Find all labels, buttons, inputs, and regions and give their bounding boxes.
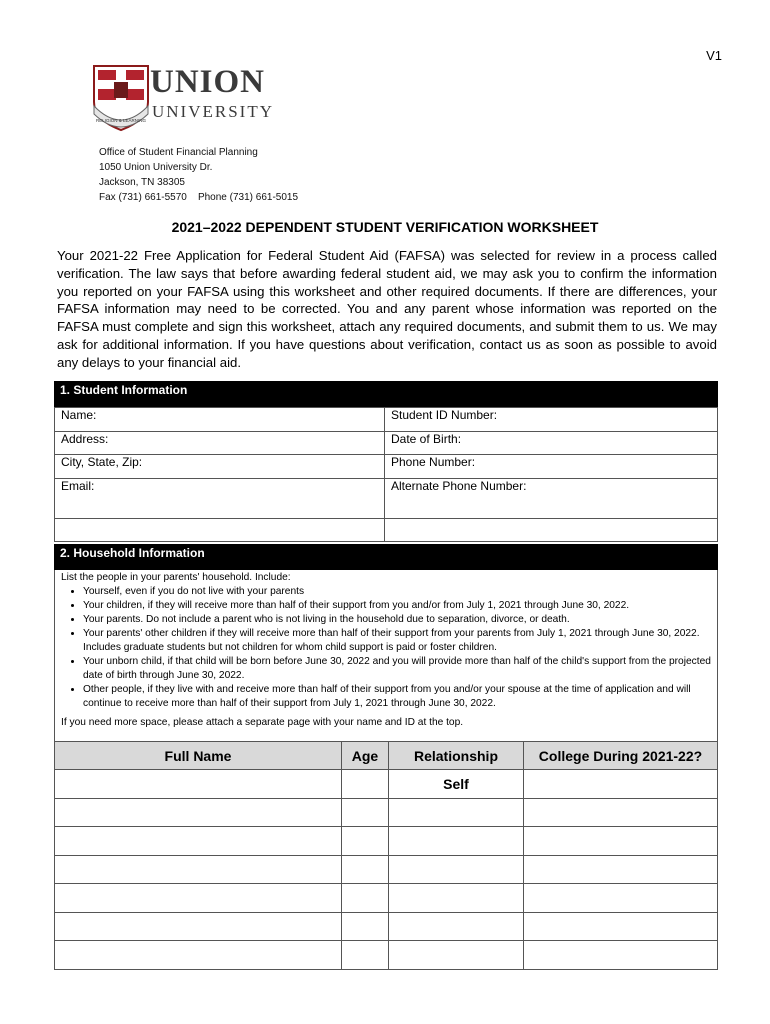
relationship-cell[interactable] <box>389 855 524 884</box>
city-state-zip-field[interactable]: City, State, Zip: <box>55 455 385 479</box>
version-label: V1 <box>706 48 722 63</box>
full-name-cell[interactable] <box>55 798 342 827</box>
relationship-cell[interactable] <box>389 827 524 856</box>
office-street: 1050 Union University Dr. <box>99 162 213 173</box>
union-university-logo <box>90 62 290 134</box>
office-name: Office of Student Financial Planning <box>99 147 258 158</box>
full-name-cell[interactable] <box>55 770 342 799</box>
age-cell[interactable] <box>342 912 389 941</box>
age-cell[interactable] <box>342 884 389 913</box>
column-college: College During 2021-22? <box>524 742 718 770</box>
office-address-block <box>99 145 298 205</box>
full-name-cell[interactable] <box>55 941 342 970</box>
column-age: Age <box>342 742 389 770</box>
college-cell[interactable] <box>524 770 718 799</box>
list-item: • Your parents' other children if they will receive more than half of their support from your parents from July 1, 2021 through June 30, 2022. Includes graduate students but not children for whom child support is paid or foster children. <box>83 627 711 655</box>
full-name-cell[interactable] <box>55 855 342 884</box>
column-relationship: Relationship <box>389 742 524 770</box>
list-item: • Your parents. Do not include a parent who is not living in the household due to separation, divorce, or death. <box>83 613 711 627</box>
age-cell[interactable] <box>342 941 389 970</box>
email-field[interactable]: Email: <box>55 478 385 518</box>
table-row <box>55 798 718 827</box>
page-title: 2021–2022 DEPENDENT STUDENT VERIFICATION WORKSHEET <box>171 219 599 235</box>
college-cell[interactable] <box>524 827 718 856</box>
college-cell[interactable] <box>524 912 718 941</box>
age-cell[interactable] <box>342 770 389 799</box>
list-item: • Other people, if they live with and receive more than half of their support from you and/or your spouse at the time of application and will continue to receive more than half of their support from July 1, 2021 through June 30, 2022. <box>83 683 711 711</box>
household-table <box>54 741 718 970</box>
student-info-table <box>54 407 718 542</box>
household-footnote: If you need more space, please attach a separate page with your name and ID at the top. <box>61 717 464 728</box>
relationship-cell[interactable] <box>389 884 524 913</box>
table-row <box>55 770 718 799</box>
household-lead: List the people in your parents' household. Include: <box>61 572 291 583</box>
relationship-cell[interactable] <box>389 912 524 941</box>
dob-field[interactable]: Date of Birth: <box>385 431 718 455</box>
household-bullets <box>61 585 711 711</box>
svg-text:RELIGION & LEARNING: RELIGION & LEARNING <box>95 118 147 123</box>
email-field-extra[interactable] <box>55 518 385 542</box>
household-info-heading: 2. Household Information <box>54 544 718 570</box>
column-full-name: Full Name <box>55 742 342 770</box>
student-id-field[interactable]: Student ID Number: <box>385 408 718 432</box>
table-row <box>55 827 718 856</box>
table-row <box>55 912 718 941</box>
full-name-cell[interactable] <box>55 827 342 856</box>
intro-paragraph: Your 2021-22 Free Application for Federal Student Aid (FAFSA) was selected for review in a process called verification. The law says that before awarding federal student aid, we may ask you to confirm the information you reported on your FAFSA using this worksheet and other required documents. If there are differences, your FAFSA information may need to be corrected. You and any parent whose information was reported on the FAFSA must complete and sign this worksheet, attach any required documents, and submit them to us. We may ask for additional information. If you have questions about verification, contact us as soon as possible to avoid any delays to your financial aid. <box>57 248 717 370</box>
name-field[interactable]: Name: <box>55 408 385 432</box>
office-city: Jackson, TN 38305 <box>99 177 185 188</box>
college-cell[interactable] <box>524 855 718 884</box>
household-instructions <box>61 571 711 730</box>
phone-field[interactable]: Phone Number: <box>385 455 718 479</box>
table-row <box>55 941 718 970</box>
college-cell[interactable] <box>524 941 718 970</box>
list-item: • Yourself, even if you do not live with your parents <box>83 585 711 599</box>
alt-phone-field-extra[interactable] <box>385 518 718 542</box>
alt-phone-field[interactable]: Alternate Phone Number: <box>385 478 718 518</box>
logo-wordmark-union: UNION <box>150 64 266 100</box>
age-cell[interactable] <box>342 798 389 827</box>
relationship-cell[interactable] <box>389 798 524 827</box>
full-name-cell[interactable] <box>55 912 342 941</box>
age-cell[interactable] <box>342 827 389 856</box>
college-cell[interactable] <box>524 798 718 827</box>
address-field[interactable]: Address: <box>55 431 385 455</box>
student-info-heading: 1. Student Information <box>54 381 718 407</box>
full-name-cell[interactable] <box>55 884 342 913</box>
office-contact: Fax (731) 661-5570 Phone (731) 661-5015 <box>99 192 299 203</box>
table-row <box>55 884 718 913</box>
college-cell[interactable] <box>524 884 718 913</box>
relationship-cell: Self <box>389 770 524 799</box>
university-seal-icon <box>90 62 152 134</box>
relationship-cell[interactable] <box>389 941 524 970</box>
logo-wordmark-university: UNIVERSITY <box>152 102 274 121</box>
list-item: • Your children, if they will receive more than half of their support from you and/or from July 1, 2021 through June 30, 2022. <box>83 599 711 613</box>
list-item: • Your unborn child, if that child will be born before June 30, 2022 and you will provide more than half of the child's support from the projected date of birth through June 30, 2022. <box>83 655 711 683</box>
age-cell[interactable] <box>342 855 389 884</box>
table-row <box>55 855 718 884</box>
